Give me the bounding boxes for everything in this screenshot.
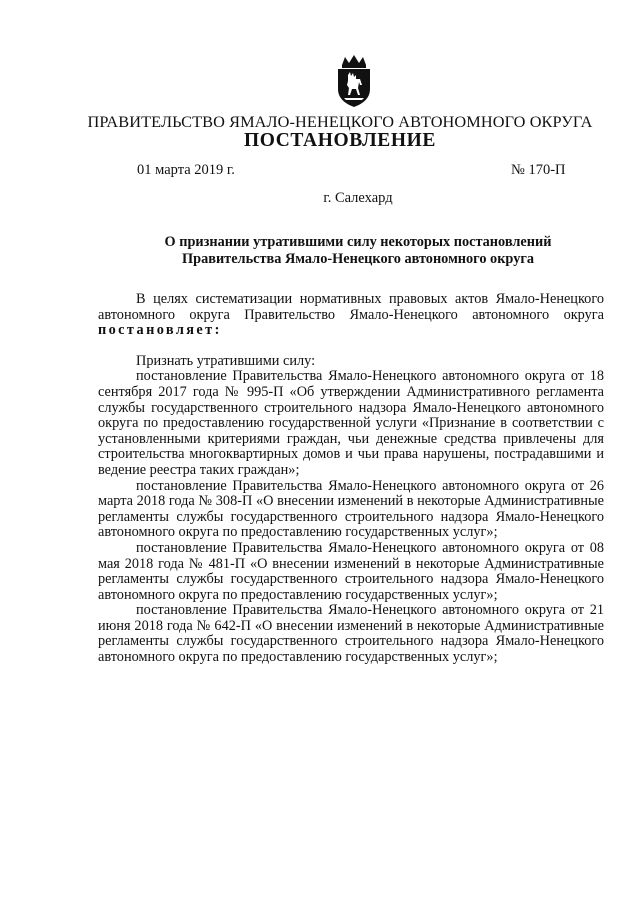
preamble-text: В целях систематизации нормативных правовых актов Ямало-Ненецкого автономного округа Правительство Ямало-Ненецкого автономного округа [98,291,604,323]
document-body [98,292,604,666]
list-item: постановление Правительства Ямало-Ненецкого автономного округа от 21 июня 2018 года № 642-П «О внесении изменений в некоторые Административные регламенты службы государственного строительного надзора Ямало-Ненецкого автономного округа по предоставлению государственных услуг»; [98,602,604,666]
decision-intro: Признать утратившими силу: [136,352,316,369]
document-city: г. Салехард [323,190,393,206]
preamble-paragraph [98,292,604,339]
organization-name: ПРАВИТЕЛЬСТВО ЯМАЛО-НЕНЕЦКОГО АВТОНОМНОГО ОКРУГА [87,112,593,131]
document-title [80,234,636,268]
list-item: постановление Правительства Ямало-Ненецкого автономного округа от 18 сентября 2017 года № 995-П «Об утверждении Административного регламента службы государственного строительного надзора Ямало-Ненецкого автономного округа по предоставлению государственной услуги «Признание в соответствии с установленными критериями граждан, чьи денежные средства привлечены для строительства многоквартирных домов и чьи права нарушены, пострадавшими и ведение реестра таких граждан»; [98,368,604,478]
document-type: ПОСТАНОВЛЕНИЕ [243,130,437,151]
list-item: постановление Правительства Ямало-Ненецкого автономного округа от 26 марта 2018 года № 308-П «О внесении изменений в некоторые Административные регламенты службы государственного строительного надзора Ямало-Ненецкого автономного округа по предоставлению государственных услуг»; [98,477,604,541]
document-number: № 170-П [511,162,566,178]
document-title-line: О признании утратившими силу некоторых постановлений [164,234,552,250]
preamble-verb: постановляет: [98,322,222,339]
list-item: постановление Правительства Ямало-Ненецкого автономного округа от 08 мая 2018 года № 481-П «О внесении изменений в некоторые Административные регламенты службы государственного строительного надзора Ямало-Ненецкого автономного округа по предоставлению государственных услуг»; [98,539,604,603]
coat-of-arms-deer-icon [334,55,374,107]
document-title-line: Правительства Ямало-Ненецкого автономного округа [182,251,534,267]
document-date: 01 марта 2019 г. [137,162,235,178]
